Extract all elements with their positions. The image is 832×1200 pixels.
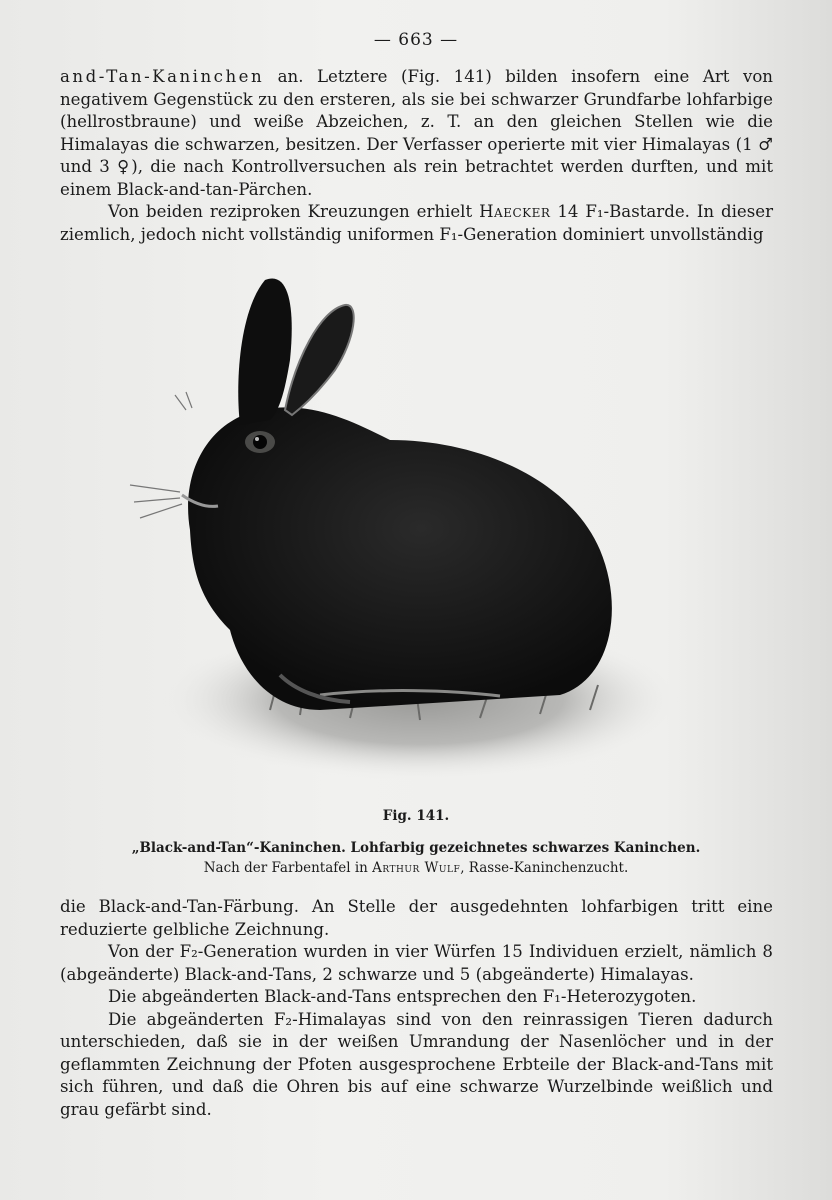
paragraph-4: Von der F₂-Generation wurden in vier Würfen 15 Individuen erzielt, nämlich 8 (abgeänderte) Black-and-Tans, 2 schwarze und 5 (abgeänderte) Himalayas. <box>60 942 773 984</box>
caption-line-1: „Black-and-Tan“-Kaninchen. Lohfarbig gezeichnetes schwarzes Kaninchen. <box>131 840 701 856</box>
paragraph-2-before: Von beiden reziproken Kreuzungen erhielt <box>108 202 480 221</box>
author-name-haecker: Haecker <box>479 202 551 221</box>
paragraph-2-after: 14 F₁-Bastarde. In dieser ziemlich, jedoch nicht vollständig uniformen F₁-Generation dominiert unvollständig <box>60 202 773 244</box>
caption-line-2-before: Nach der Farbentafel in <box>203 860 373 876</box>
paragraph-2 <box>60 201 773 246</box>
paragraph-5: Die abgeänderten Black-and-Tans entsprechen den F₁-Heterozygoten. <box>108 987 697 1006</box>
caption-line-2-after: , Rasse-Kaninchenzucht. <box>460 860 629 876</box>
top-text-block <box>60 66 773 246</box>
rabbit-illustration <box>120 270 720 800</box>
paragraph-1-rest: an. Letztere (Fig. 141) bilden insofern eine Art von negativem Gegenstück zu den ersteren, als sie bei schwarzer Grundfarbe lohfarbige (hellrostbraune) und weiße Abzeichen, z. T. an den gleichen Stellen wie die Himalayas die schwarzen, besitzen. Der Verfasser operierte mit vier Himalayas (1 ♂ und 3 ♀), die nach Kontrollversuchen als rein betrachtet werden durften, und mit einem Black-and-tan-Pärchen. <box>60 67 773 199</box>
author-name-wulf: Arthur Wulf <box>372 860 461 876</box>
paragraph-3: die Black-and-Tan-Färbung. An Stelle der ausgedehnten lohfarbigen tritt eine reduzierte gelbliche Zeichnung. <box>60 897 773 939</box>
figure-label: Fig. 141. <box>382 808 450 824</box>
bottom-text-block <box>60 896 773 1121</box>
spaced-term: and-Tan-Kaninchen <box>60 67 265 86</box>
caption-line-2 <box>0 858 832 878</box>
figure-caption <box>0 838 832 878</box>
paragraph-6: Die abgeänderten F₂-Himalayas sind von den reinrassigen Tieren dadurch unterschieden, daß sie in der weißen Umrandung der Nasenlöcher und in der geflammten Zeichnung der Pfoten ausgesprochene Erbteile der Black-and-Tans mit sich führen, und daß die Ohren bis auf eine schwarze Wurzelbinde weißlich und grau gefärbt sind. <box>60 1009 773 1119</box>
paragraph-1 <box>60 66 773 201</box>
page-number: — 663 — <box>373 30 459 50</box>
